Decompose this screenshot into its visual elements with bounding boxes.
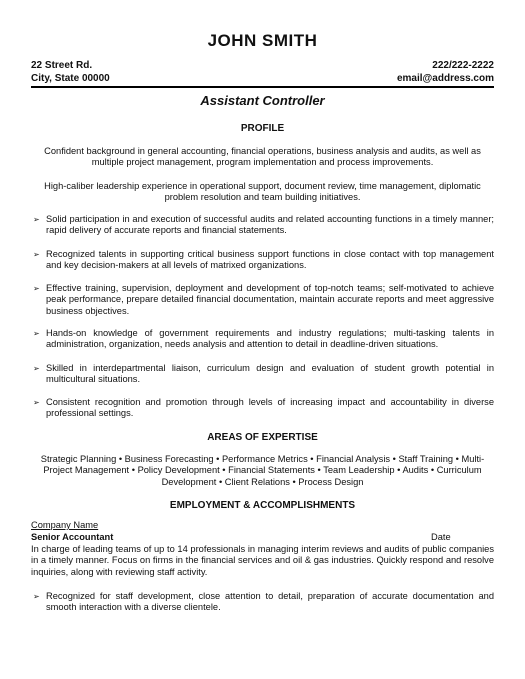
expertise-list: Strategic Planning • Business Forecasting • Performance Metrics • Financial Analysis • Staff Training • Multi-Project Management • Policy Development • Financial Statements • Team Leadership • Audits • Curriculum Development • Client Relations • Process Design [40,454,485,487]
phone-number: 222/222-2222 [432,60,494,71]
address-street: 22 Street Rd. [31,60,93,71]
profile-paragraph-1: Confident background in general accounting, financial operations, business analysis and audits, as well as multiple project management, program implementation and process improvements. [44,146,481,168]
bullet-arrow-icon: ➢ [33,250,40,259]
bullet-arrow-icon: ➢ [33,364,40,373]
profile-bullet-text: Consistent recognition and promotion through levels of increasing impact and accountability in diverse professional settings. [46,397,494,419]
profile-bullet-text: Skilled in interdepartmental liaison, curriculum design and evaluation of student growth potential in multicultural situations. [46,363,494,385]
bullet-arrow-icon: ➢ [33,215,40,224]
profile-bullet-text: Effective training, supervision, deployment and development of top-notch teams; self-motivated to achieve peak performance, prepare detailed financial documentation, maintain accurate reports and meet aggressive business objectives. [46,283,494,316]
candidate-name: JOHN SMITH [207,31,318,50]
email-address: email@address.com [396,73,494,84]
profile-heading: PROFILE [240,123,285,134]
bullet-arrow-icon: ➢ [33,329,40,338]
address-block [31,59,110,85]
bullet-arrow-icon: ➢ [33,398,40,407]
bullet-arrow-icon: ➢ [33,284,40,293]
profile-bullet-text: Solid participation in and execution of successful audits and related accounting functions in a timely manner; rapid delivery of accurate reports and financial statements. [46,214,494,236]
position-date: Date [431,532,451,542]
header-divider [31,86,494,88]
position-title: Senior Accountant [31,532,114,542]
employment-bullet-text: Recognized for staff development, close attention to detail, preparation of accurate documentation and smooth interaction with a diverse clientele. [46,591,494,613]
bullet-arrow-icon: ➢ [33,592,40,601]
position-description: In charge of leading teams of up to 14 professionals in managing interim reviews and audits of public companies in a timely manner. Focus on firms in the financial services and oil & gas industries. Quickly respond and resolve inquiries, along with reviewing staff activity. [31,544,494,577]
profile-paragraph-2: High-caliber leadership experience in operational support, document review, time management, diplomatic problem resolution and team building initiatives. [44,181,481,203]
contact-block [397,59,494,85]
expertise-heading: AREAS OF EXPERTISE [207,432,318,443]
address-city-state: City, State 00000 [31,73,110,84]
company-name: Company Name [31,520,99,530]
profile-bullet-text: Recognized talents in supporting critical business support functions in close contact with top management and key decision-makers at all levels of matrixed organizations. [46,249,494,271]
target-job-title: Assistant Controller [200,93,325,108]
employment-heading: EMPLOYMENT & ACCOMPLISHMENTS [169,500,356,511]
profile-bullet-text: Hands-on knowledge of government requirements and industry regulations; multi-tasking talents in administration, organization, needs analysis and attention to detail in deadline-driven situations. [46,328,494,350]
